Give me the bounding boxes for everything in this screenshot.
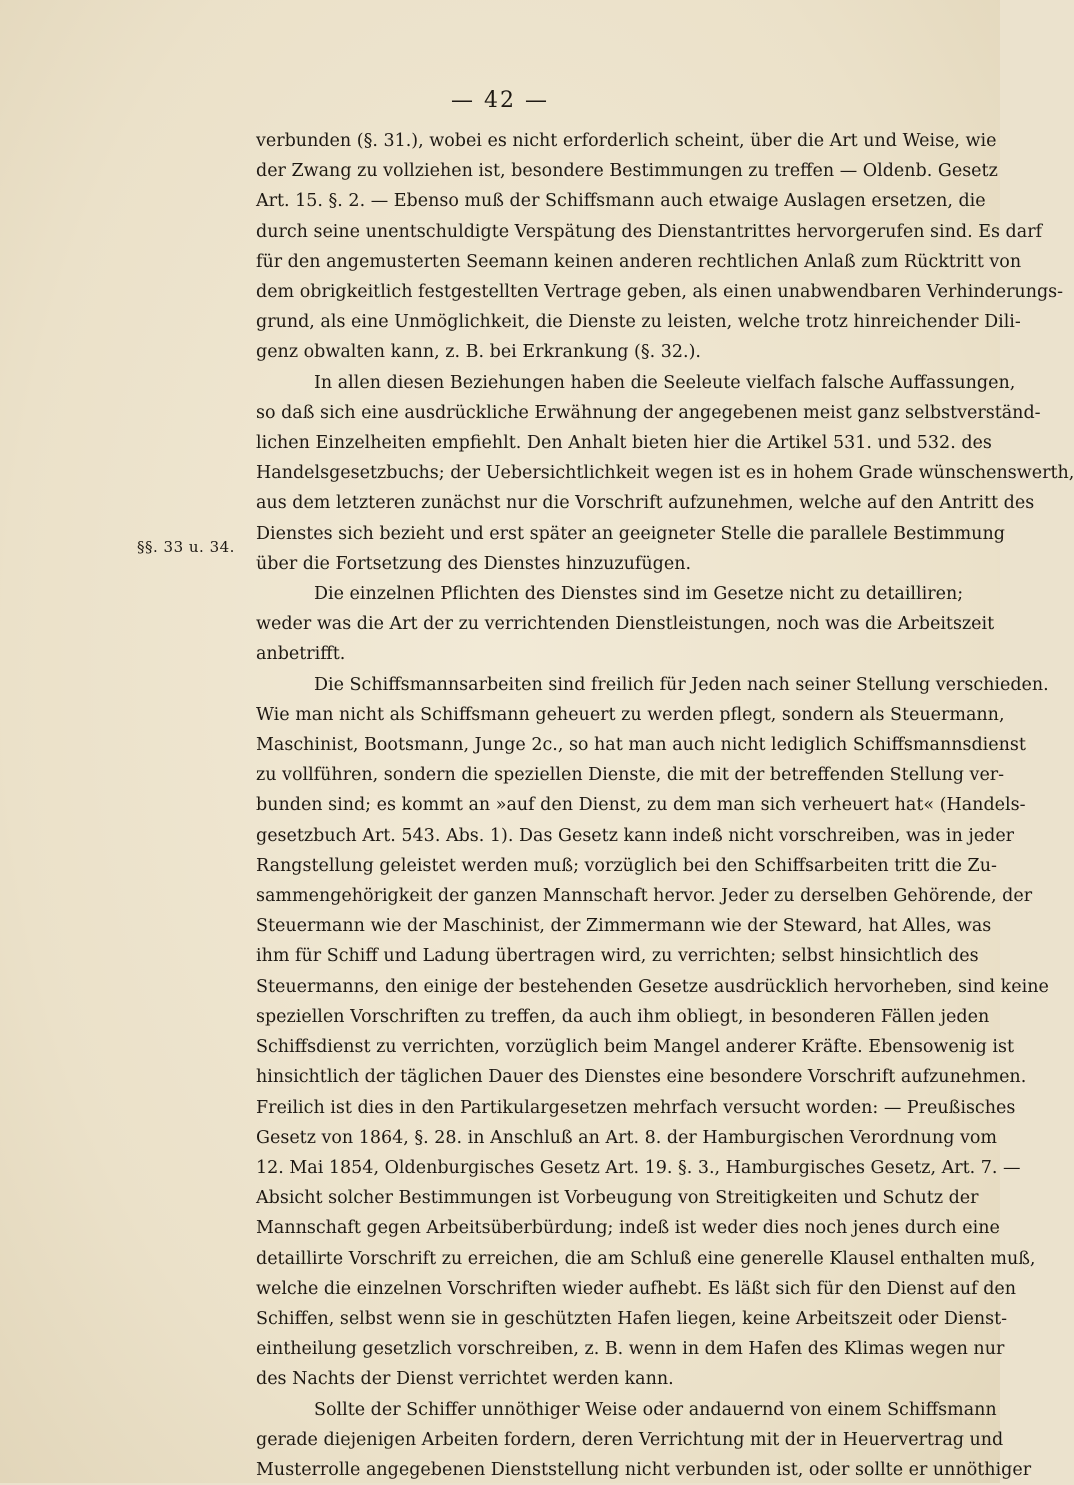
text-line: Steuermann wie der Maschinist, der Zimmermann wie der Steward, hat Alles, was <box>256 916 992 937</box>
text-line: verbunden (§. 31.), wobei es nicht erforderlich scheint, über die Art und Weise, wie <box>256 131 997 151</box>
text-line: durch seine unentschuldigte Verspätung des Dienstantrittes hervorgerufen sind. Es darf <box>256 221 1043 242</box>
text-line: anbetrifft. <box>256 644 346 665</box>
text-line: zu vollführen, sondern die speziellen Dienste, die mit der betreffenden Stellung ver- <box>256 765 1005 786</box>
paragraph <box>256 670 1049 1395</box>
text-line: gerade diejenigen Arbeiten fordern, deren Verrichtung mit der in Heuervertrag und <box>256 1429 1004 1450</box>
text-line: aus dem letzteren zunächst nur die Vorschrift aufzunehmen, welche auf den Antritt des <box>256 493 1035 514</box>
text-line: der Zwang zu vollziehen ist, besondere Bestimmungen zu treffen — Oldenb. Gesetz <box>256 161 998 182</box>
text-line: für den angemusterten Seemann keinen anderen rechtlichen Anlaß zum Rücktritt von <box>256 251 1022 272</box>
text-line: bunden sind; es kommt an »auf den Dienst, zu dem man sich verheuert hat« (Handels- <box>256 795 1026 816</box>
text-line: Schiffen, selbst wenn sie in geschützten Hafen liegen, keine Arbeitszeit oder Dienst- <box>256 1308 1008 1329</box>
text-line: Die einzelnen Pflichten des Dienstes sind im Gesetze nicht zu detailliren; <box>314 584 964 605</box>
page-number: — 42 — <box>451 88 549 113</box>
text-line: detaillirte Vorschrift zu erreichen, die am Schluß eine generelle Klausel enthalten muß, <box>256 1248 1036 1269</box>
text-line: ihm für Schiff und Ladung übertragen wird, zu verrichten; selbst hinsichtlich des <box>256 946 979 967</box>
text-line: 12. Mai 1854, Oldenburgisches Gesetz Art. 19. §. 3., Hamburgisches Gesetz, Art. 7. — <box>256 1157 1021 1178</box>
text-line: des Nachts der Dienst verrichtet werden kann. <box>256 1369 674 1390</box>
text-line: Handelsgesetzbuchs; der Uebersichtlichkeit wegen ist es in hohem Grade wünschenswerth, <box>256 463 1074 484</box>
text-line: so daß sich eine ausdrückliche Erwähnung der angegebenen meist ganz selbstverständ- <box>256 402 1041 423</box>
paragraph <box>256 579 995 670</box>
text-line: In allen diesen Beziehungen haben die Seeleute vielfach falsche Auffassungen, <box>314 372 1016 393</box>
text-line: Sollte der Schiffer unnöthiger Weise oder andauernd von einem Schiffsmann <box>314 1399 997 1420</box>
text-line: Die Schiffsmannsarbeiten sind freilich für Jeden nach seiner Stellung verschieden. <box>314 674 1049 695</box>
text-line: eintheilung gesetzlich vorschreiben, z. B. wenn in dem Hafen des Klimas wegen nur <box>256 1339 1005 1360</box>
paragraph <box>256 368 1074 579</box>
text-line: Absicht solcher Bestimmungen ist Vorbeugung von Streitigkeiten und Schutz der <box>256 1188 979 1209</box>
text-line: weder was die Art der zu verrichtenden Dienstleistungen, noch was die Arbeitszeit <box>256 614 995 635</box>
text-line: Maschinist, Bootsmann, Junge 2c., so hat man auch nicht lediglich Schiffsmannsdienst <box>256 735 1026 756</box>
text-line: gesetzbuch Art. 543. Abs. 1). Das Gesetz kann indeß nicht vorschreiben, was in jeder <box>256 825 1015 846</box>
text-line: Musterrolle angegebenen Dienststellung nicht verbunden ist, oder sollte er unnöthiger <box>256 1459 1032 1480</box>
text-line: welche die einzelnen Vorschriften wieder aufhebt. Es läßt sich für den Dienst auf den <box>256 1278 1017 1299</box>
text-line: über die Fortsetzung des Dienstes hinzuzufügen. <box>256 553 692 574</box>
text-line: genz obwalten kann, z. B. bei Erkrankung (§. 32.). <box>256 342 701 363</box>
text-line: Art. 15. §. 2. — Ebenso muß der Schiffsmann auch etwaige Auslagen ersetzen, die <box>256 191 986 212</box>
margin-note: §§. 33 u. 34. <box>137 538 235 556</box>
text-line: Steuermanns, den einige der bestehenden Gesetze ausdrücklich hervorheben, sind keine <box>256 976 1049 997</box>
text-line: dem obrigkeitlich festgestellten Vertrage geben, als einen unabwendbaren Verhinderungs- <box>256 282 1064 303</box>
text-line: Mannschaft gegen Arbeitsüberbürdung; indeß ist weder dies noch jenes durch eine <box>256 1218 1000 1239</box>
text-line: Rangstellung geleistet werden muß; vorzüglich bei den Schiffsarbeiten tritt die Zu- <box>256 855 997 876</box>
paragraph <box>256 126 1064 368</box>
paragraph <box>256 1395 1032 1485</box>
body-text <box>256 126 1074 1485</box>
text-line: Freilich ist dies in den Partikulargesetzen mehrfach versucht worden: — Preußisches <box>256 1097 1016 1118</box>
text-line: Gesetz von 1864, §. 28. in Anschluß an Art. 8. der Hamburgischen Verordnung vom <box>256 1127 997 1148</box>
text-line: Schiffsdienst zu verrichten, vorzüglich beim Mangel anderer Kräfte. Ebensowenig ist <box>256 1037 1014 1058</box>
text-line: lichen Einzelheiten empfiehlt. Den Anhalt bieten hier die Artikel 531. und 532. des <box>256 433 992 454</box>
text-line: grund, als eine Unmöglichkeit, die Dienste zu leisten, welche trotz hinreichender Dili- <box>256 312 1021 333</box>
text-line: Wie man nicht als Schiffsmann geheuert zu werden pflegt, sondern als Steuermann, <box>256 704 1005 725</box>
text-line: speziellen Vorschriften zu treffen, da auch ihm obliegt, in besonderen Fällen jeden <box>256 1006 990 1027</box>
text-line: hinsichtlich der täglichen Dauer des Dienstes eine besondere Vorschrift aufzunehmen. <box>256 1067 1027 1088</box>
text-line: sammengehörigkeit der ganzen Mannschaft hervor. Jeder zu derselben Gehörende, der <box>256 886 1033 907</box>
text-line: Dienstes sich bezieht und erst später an geeigneter Stelle die parallele Bestimmung <box>256 523 1005 544</box>
